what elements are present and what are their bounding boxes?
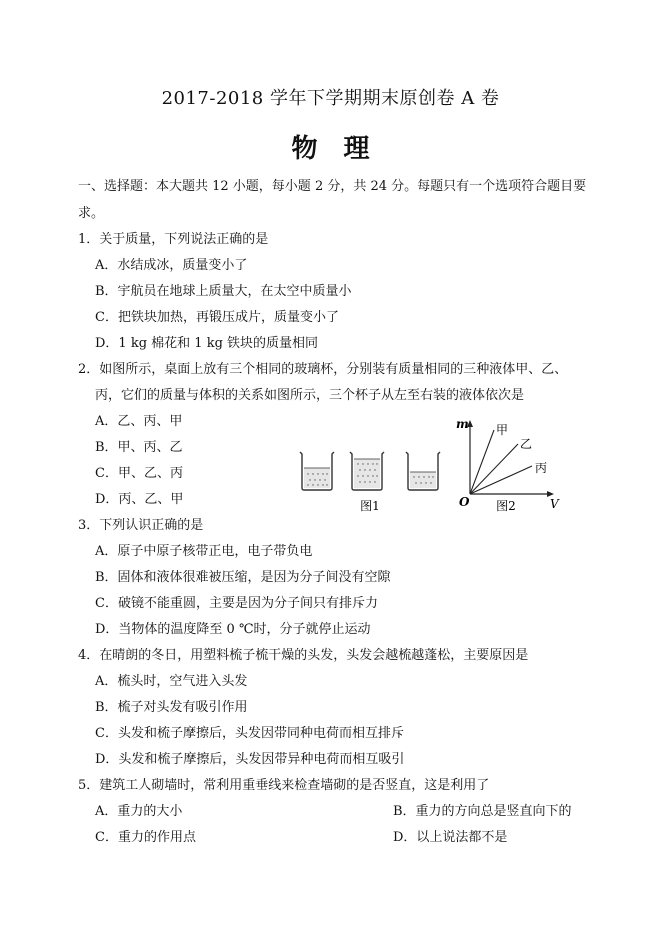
- label-jia: 甲: [496, 423, 509, 437]
- beaker-1: [300, 452, 334, 490]
- figure-svg: [296, 418, 576, 518]
- question-5-option-b: B．重力的方向总是竖直向下的: [393, 804, 572, 819]
- question-2-option-d: D．丙、乙、甲: [95, 492, 184, 507]
- question-4-stem: 4．在晴朗的冬日，用塑料梳子梳干燥的头发，头发会越梳越蓬松，主要原因是: [78, 648, 529, 663]
- label-bing: 丙: [535, 461, 548, 475]
- question-5-option-d: D．以上说法都不是: [393, 830, 508, 845]
- question-1-option-b: B．宇航员在地球上质量大，在太空中质量小: [95, 284, 352, 299]
- subject-title: 物理: [291, 134, 396, 164]
- question-2-stem-cont: 丙，它们的质量与体积的关系如图所示，三个杯子从左至右装的液体依次是: [95, 388, 525, 403]
- question-4-option-a: A．梳头时，空气进入头发: [95, 674, 248, 689]
- question-2-stem: 2．如图所示，桌面上放有三个相同的玻璃杯，分别装有质量相同的三种液体甲、乙、: [78, 362, 568, 377]
- question-2-option-c: C．甲、乙、丙: [95, 466, 183, 481]
- axis-m-label: m: [456, 418, 469, 431]
- axis-v-label: V: [550, 497, 559, 511]
- beaker-3: [406, 452, 440, 490]
- figure-2-label: 图2: [496, 499, 516, 513]
- question-3-option-b: B．固体和液体很难被压缩，是因为分子间没有空隙: [95, 570, 391, 585]
- question-3-option-d: D．当物体的温度降至 0 ℃时，分子就停止运动: [95, 622, 371, 637]
- section-instructions-line1: 一、选择题：本大题共 12 小题，每小题 2 分，共 24 分。每题只有一个选项符合题目要: [78, 179, 587, 194]
- question-4-option-c: C．头发和梳子摩擦后，头发因带同种电荷而相互排斥: [95, 726, 404, 741]
- label-yi: 乙: [520, 437, 533, 451]
- question-5-option-c: C．重力的作用点: [95, 830, 196, 845]
- section-instructions-line2: 求。: [78, 206, 105, 221]
- origin-label: O: [459, 495, 470, 509]
- line-yi: [470, 444, 518, 494]
- question-4-option-d: D．头发和梳子摩擦后，头发因带异种电荷而相互吸引: [95, 752, 405, 767]
- figure-1-label: 图1: [360, 499, 380, 513]
- question-3-option-c: C．破镜不能重圆，主要是因为分子间只有排斥力: [95, 596, 378, 611]
- question-4-option-b: B．梳子对头发有吸引作用: [95, 700, 248, 715]
- question-1-option-c: C．把铁块加热，再锻压成片，质量变小了: [95, 310, 339, 325]
- beaker-2: [350, 452, 384, 490]
- question-2-option-b: B．甲、丙、乙: [95, 440, 183, 455]
- exam-title: 2017-2018 学年下学期期末原创卷 A 卷: [161, 88, 500, 109]
- question-2-figure: [296, 418, 576, 518]
- question-3-stem: 3．下列认识正确的是: [78, 518, 204, 533]
- question-5-option-a: A．重力的大小: [95, 804, 183, 819]
- question-2-option-a: A．乙、丙、甲: [95, 414, 183, 429]
- question-5-stem: 5．建筑工人砌墙时，常利用重垂线来检查墙砌的是否竖直，这是利用了: [78, 778, 490, 793]
- mass-volume-graph: [456, 418, 560, 513]
- question-1-option-d: D．1 kg 棉花和 1 kg 铁块的质量相同: [95, 336, 319, 351]
- question-1-option-a: A．水结成冰，质量变小了: [95, 258, 248, 273]
- question-3-option-a: A．原子中原子核带正电，电子带负电: [95, 544, 313, 559]
- question-1-stem: 1．关于质量，下列说法正确的是: [78, 232, 269, 247]
